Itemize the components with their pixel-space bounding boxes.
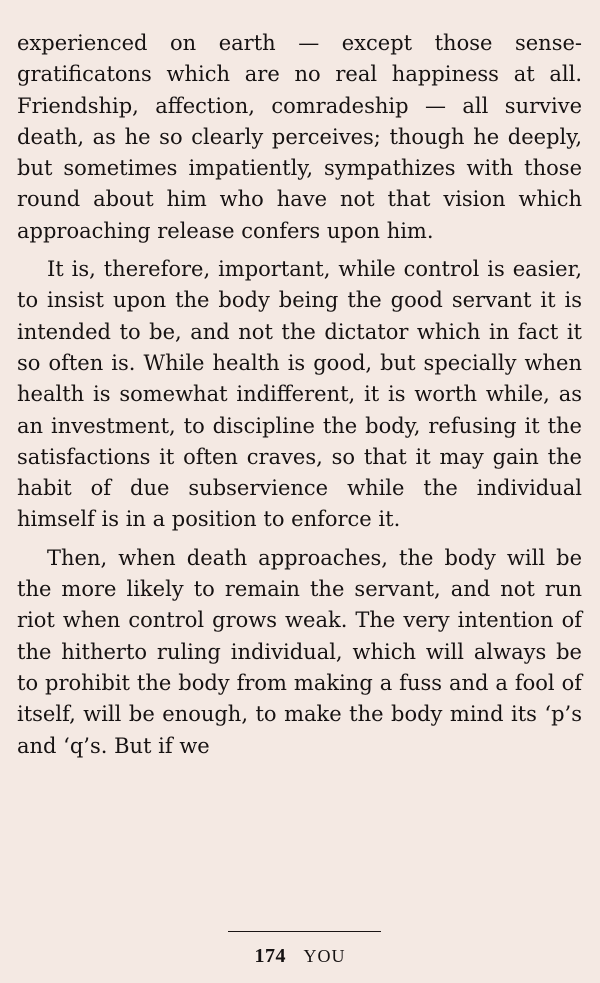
running-head: YOU (303, 946, 346, 966)
page-footer (0, 945, 600, 968)
paragraph-body-control: It is, therefore, important, while control is easier, to insist upon the body being the good servant it is intended to be, and not the dictator which in fact it so often is. While health is good, but specially when health is somewhat indifferent, it is worth while, as an investment, to discipline the body, refusing it the satisfactions it often craves, so that it may gain the habit of due subservience while the individual himself is in a position to enforce it. (17, 257, 582, 532)
paragraph-death-approaches: Then, when death approaches, the body will be the more likely to remain the servant, and not run riot when control grows weak. The very intention of the hitherto ruling individual, which will always be to prohibit the body from making a fuss and a fool of itself, will be enough, to make the body mind its ‘p’s and ‘q’s. But if we (17, 545, 582, 758)
footer-rule (228, 931, 381, 932)
paragraph-continued: experienced on earth — except those sense-gratificatons which are no real happiness at all. Friendship, affection, comradeship — all survive death, as he so clearly perceives; though he deeply, but sometimes impatiently, sympathizes with those round about him who have not that vision which approaching release confers upon him. (17, 31, 582, 243)
page-number: 174 (254, 945, 286, 967)
